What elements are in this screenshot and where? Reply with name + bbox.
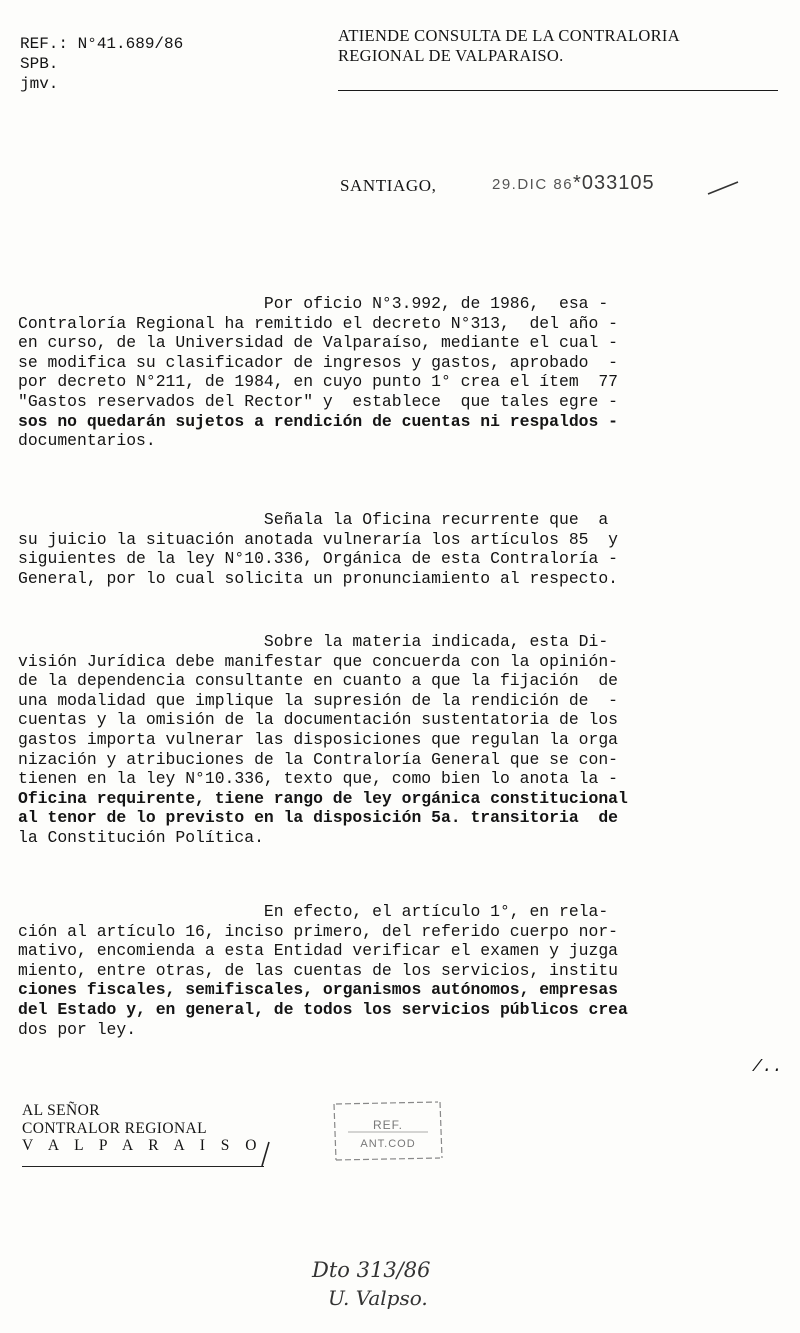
paragraph-line: se modifica su clasificador de ingresos y gastos, aprobado - (18, 352, 618, 372)
paragraph-line: ción al artículo 16, inciso primero, del referido cuerpo nor- (18, 921, 618, 941)
handwritten-note-line-1: Dto 313/86 (312, 1258, 431, 1282)
date-stamp-date: 29.DIC 86 (492, 176, 574, 193)
subject-underline (338, 90, 778, 91)
recipient-block (22, 1102, 263, 1155)
reference-block (20, 34, 183, 94)
recipient-line-2: CONTRALOR REGIONAL (22, 1119, 208, 1137)
paragraph-2 (18, 510, 788, 588)
reference-initials-2: jmv. (20, 75, 59, 93)
paragraph-line: "Gastos reservados del Rector" y establece que tales egre - (18, 391, 618, 411)
reference-initials-1: SPB. (20, 55, 59, 73)
date-stamp-number: *033105 (573, 172, 655, 194)
paragraph-line: la Constitución Política. (18, 827, 264, 847)
paragraph-line: cuentas y la omisión de la documentación sustentatoria de los (18, 710, 618, 730)
paragraph-line: de la dependencia consultante en cuanto a que la fijación de (18, 671, 618, 691)
recipient-underline (22, 1166, 264, 1167)
reference-number: REF.: N°41.689/86 (20, 35, 184, 53)
subject-block (338, 26, 778, 66)
paragraph-line: nización y atribuciones de la Contraloría General que se con- (18, 749, 618, 769)
paragraph-line: dos por ley. (18, 1019, 137, 1039)
recipient-line-1: AL SEÑOR (22, 1102, 100, 1119)
stamp-label-ref: REF. (372, 1118, 403, 1132)
subject-line-1: ATIENDE CONSULTA DE LA CONTRALORIA (338, 26, 680, 45)
paragraph-line: Contraloría Regional ha remitido el decreto N°313, del año - (18, 313, 618, 333)
paragraph-line: General, por lo cual solicita un pronunciamiento al respecto. (18, 568, 618, 588)
check-mark-icon (704, 178, 744, 198)
recipient-line-3: V A L P A R A I S O (22, 1137, 263, 1154)
paragraph-line: su juicio la situación anotada vulneraría los artículos 85 y (18, 529, 618, 549)
paragraph-line: una modalidad que implique la supresión de la rendición de - (18, 690, 618, 710)
dateline-place: SANTIAGO, (340, 176, 437, 195)
paragraph-4 (18, 902, 788, 1039)
stamp-label-code: ANT.COD (360, 1138, 416, 1150)
paragraph-line: mativo, encomienda a esta Entidad verificar el examen y juzga (18, 941, 618, 961)
received-stamp (328, 1098, 448, 1164)
paragraph-line: ciones fiscales, semifiscales, organismos autónomos, empresas (18, 980, 618, 1000)
paragraph-line: en curso, de la Universidad de Valparaíso, mediante el cual - (18, 333, 618, 353)
paragraph-line: Sobre la materia indicada, esta Di- (18, 632, 609, 651)
paragraph-3 (18, 632, 788, 848)
paragraph-line: documentarios. (18, 431, 156, 451)
handwritten-note-line-2: U. Valpso. (328, 1286, 428, 1310)
paragraph-line: siguientes de la ley N°10.336, Orgánica de esta Contraloría - (18, 549, 618, 569)
paragraph-line: por decreto N°211, de 1984, en cuyo punto 1° crea el ítem 77 (18, 372, 618, 392)
subject-line-2: REGIONAL DE VALPARAISO. (338, 46, 564, 65)
handwritten-note (312, 1256, 430, 1312)
paragraph-line: miento, entre otras, de las cuentas de los servicios, institu (18, 960, 618, 980)
slash-mark-icon (258, 1140, 272, 1168)
paragraph-line: al tenor de lo previsto en la disposición 5a. transitoria de (18, 808, 618, 828)
continuation-mark: /.. (752, 1058, 783, 1077)
paragraph-line: Oficina requirente, tiene rango de ley orgánica constitucional (18, 788, 628, 808)
paragraph-line: Señala la Oficina recurrente que a (18, 510, 609, 529)
paragraph-line: tienen en la ley N°10.336, texto que, como bien lo anota la - (18, 769, 618, 789)
paragraph-line: En efecto, el artículo 1°, en rela- (18, 902, 609, 921)
paragraph-line: del Estado y, en general, de todos los servicios públicos crea (18, 999, 628, 1019)
paragraph-line: visión Jurídica debe manifestar que concuerda con la opinión- (18, 651, 618, 671)
paragraph-line: Por oficio N°3.992, de 1986, esa - (18, 294, 609, 313)
paragraph-line: sos no quedarán sujetos a rendición de cuentas ni respaldos - (18, 411, 618, 431)
date-stamp (492, 172, 655, 195)
paragraph-line: gastos importa vulnerar las disposiciones que regulan la orga (18, 729, 618, 749)
paragraph-1 (18, 294, 788, 451)
